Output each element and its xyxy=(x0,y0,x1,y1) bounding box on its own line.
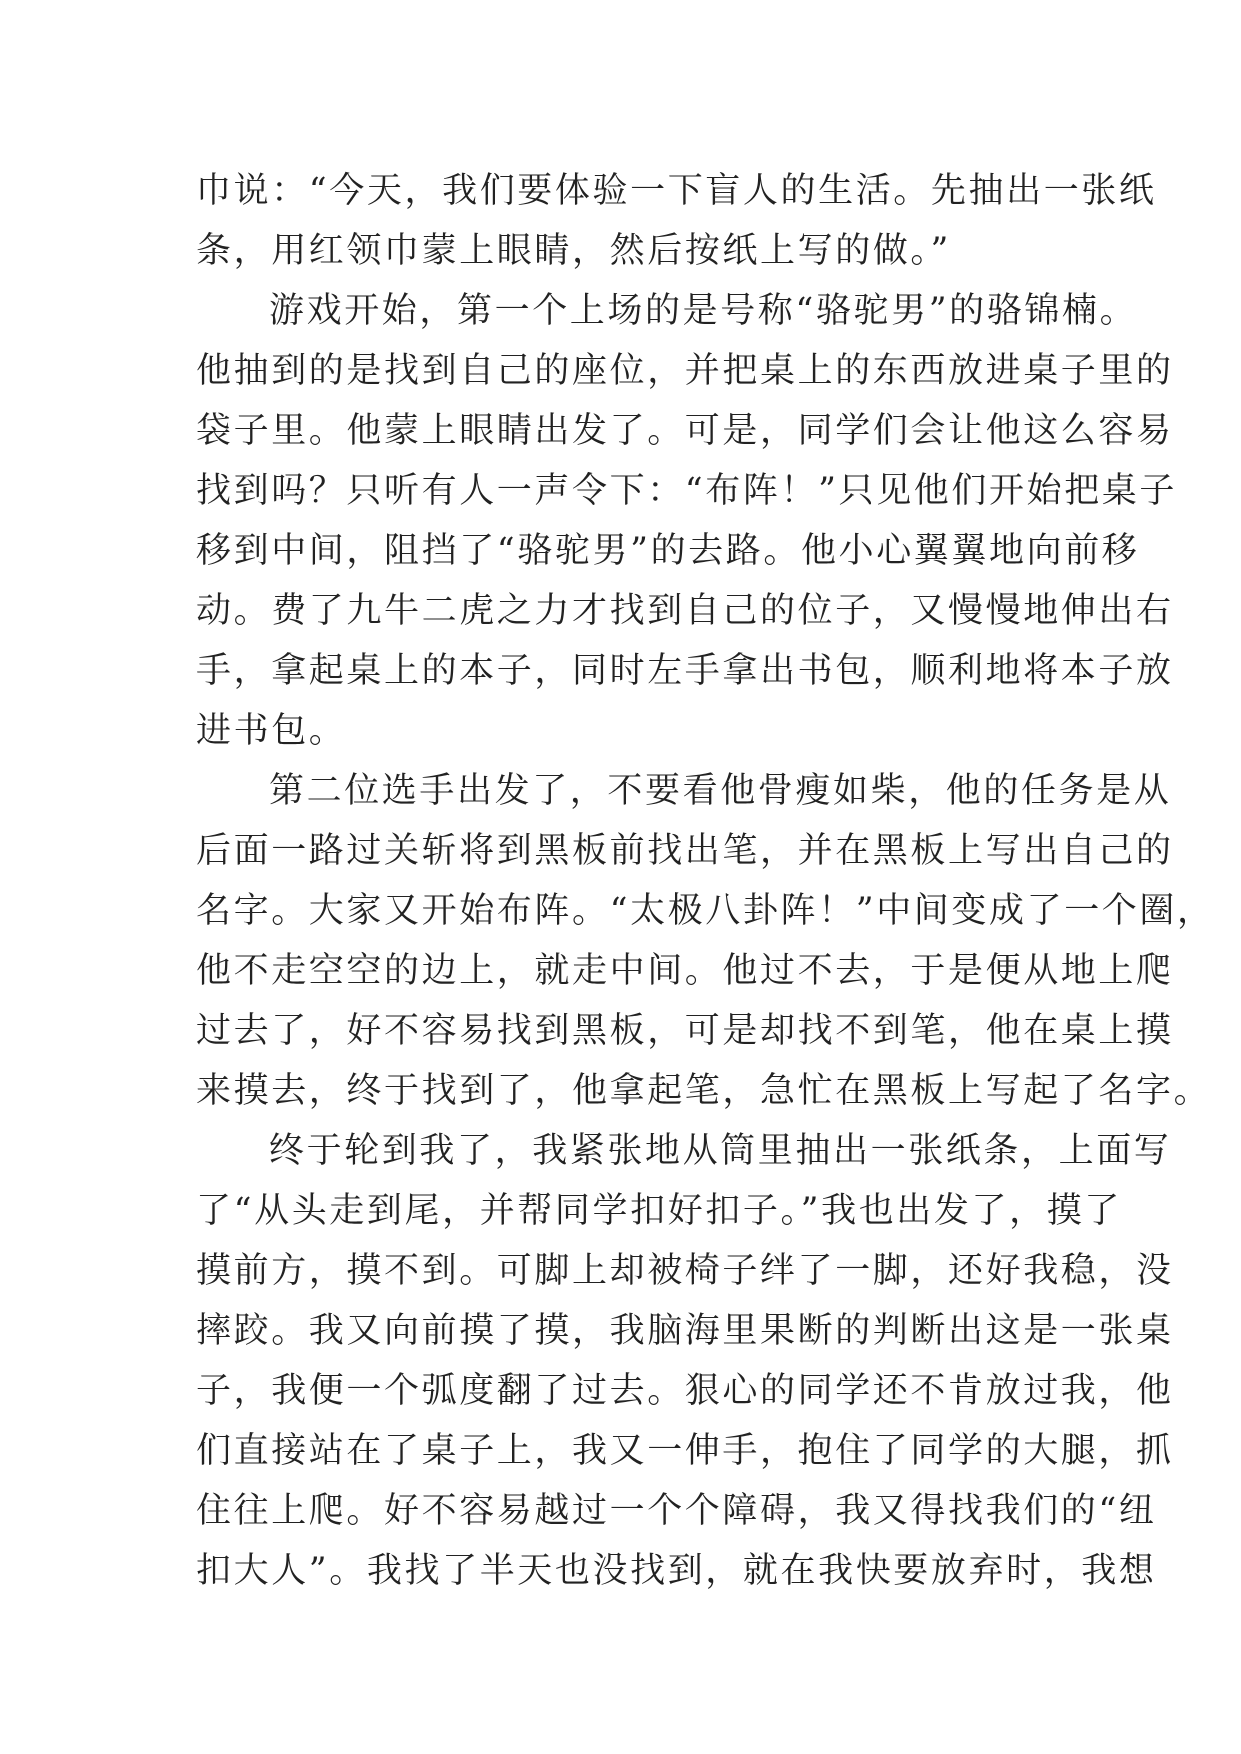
text-line: 他抽到的是找到自己的座位，并把桌上的东西放进桌子里的 xyxy=(196,351,1174,391)
text-line: 他不走空空的边上，就走中间。他过不去，于是便从地上爬 xyxy=(196,951,1174,991)
text-line: 扣大人”。我找了半天也没找到，就在我快要放弃时，我想 xyxy=(196,1551,1157,1591)
text-line: 巾说：“今天，我们要体验一下盲人的生活。先抽出一张纸 xyxy=(196,171,1157,211)
text-line: 袋子里。他蒙上眼睛出发了。可是，同学们会让他这么容易 xyxy=(196,411,1174,451)
text-line: 后面一路过关斩将到黑板前找出笔，并在黑板上写出自己的 xyxy=(196,831,1174,871)
text-line: 来摸去，终于找到了，他拿起笔，急忙在黑板上写起了名字。 xyxy=(196,1071,1212,1111)
text-line: 了“从头走到尾，并帮同学扣好扣子。”我也出发了，摸了 xyxy=(196,1191,1122,1231)
text-line: 子，我便一个弧度翻了过去。狠心的同学还不肯放过我，他 xyxy=(196,1371,1174,1411)
text-line: 条，用红领巾蒙上眼睛，然后按纸上写的做。” xyxy=(196,231,951,271)
paragraph-start-line: 游戏开始，第一个上场的是号称“骆驼男”的骆锦楠。 xyxy=(269,291,1138,331)
text-line: 住往上爬。好不容易越过一个个障碍，我又得找我们的“纽 xyxy=(196,1491,1157,1531)
text-line: 过去了，好不容易找到黑板，可是却找不到笔，他在桌上摸 xyxy=(196,1011,1174,1051)
text-line: 动。费了九牛二虎之力才找到自己的位子，又慢慢地伸出右 xyxy=(196,591,1174,631)
text-line: 手，拿起桌上的本子，同时左手拿出书包，顺利地将本子放 xyxy=(196,651,1174,691)
text-line: 移到中间，阻挡了“骆驼男”的去路。他小心翼翼地向前移 xyxy=(196,531,1140,571)
text-line: 名字。大家又开始布阵。“太极八卦阵！”中间变成了一个圈， xyxy=(196,891,1215,931)
paragraph-start-line: 终于轮到我了，我紧张地从筒里抽出一张纸条，上面写 xyxy=(269,1131,1172,1171)
body-text xyxy=(196,161,1215,1601)
text-line: 们直接站在了桌子上，我又一伸手，抱住了同学的大腿，抓 xyxy=(196,1431,1174,1471)
text-line: 进书包。 xyxy=(196,711,347,751)
text-line: 摸前方，摸不到。可脚上却被椅子绊了一脚，还好我稳，没 xyxy=(196,1251,1174,1291)
text-line: 摔跤。我又向前摸了摸，我脑海里果断的判断出这是一张桌 xyxy=(196,1311,1174,1351)
text-line: 找到吗？只听有人一声令下：“布阵！”只见他们开始把桌子 xyxy=(196,471,1177,511)
paragraph-start-line: 第二位选手出发了，不要看他骨瘦如柴，他的任务是从 xyxy=(269,771,1172,811)
